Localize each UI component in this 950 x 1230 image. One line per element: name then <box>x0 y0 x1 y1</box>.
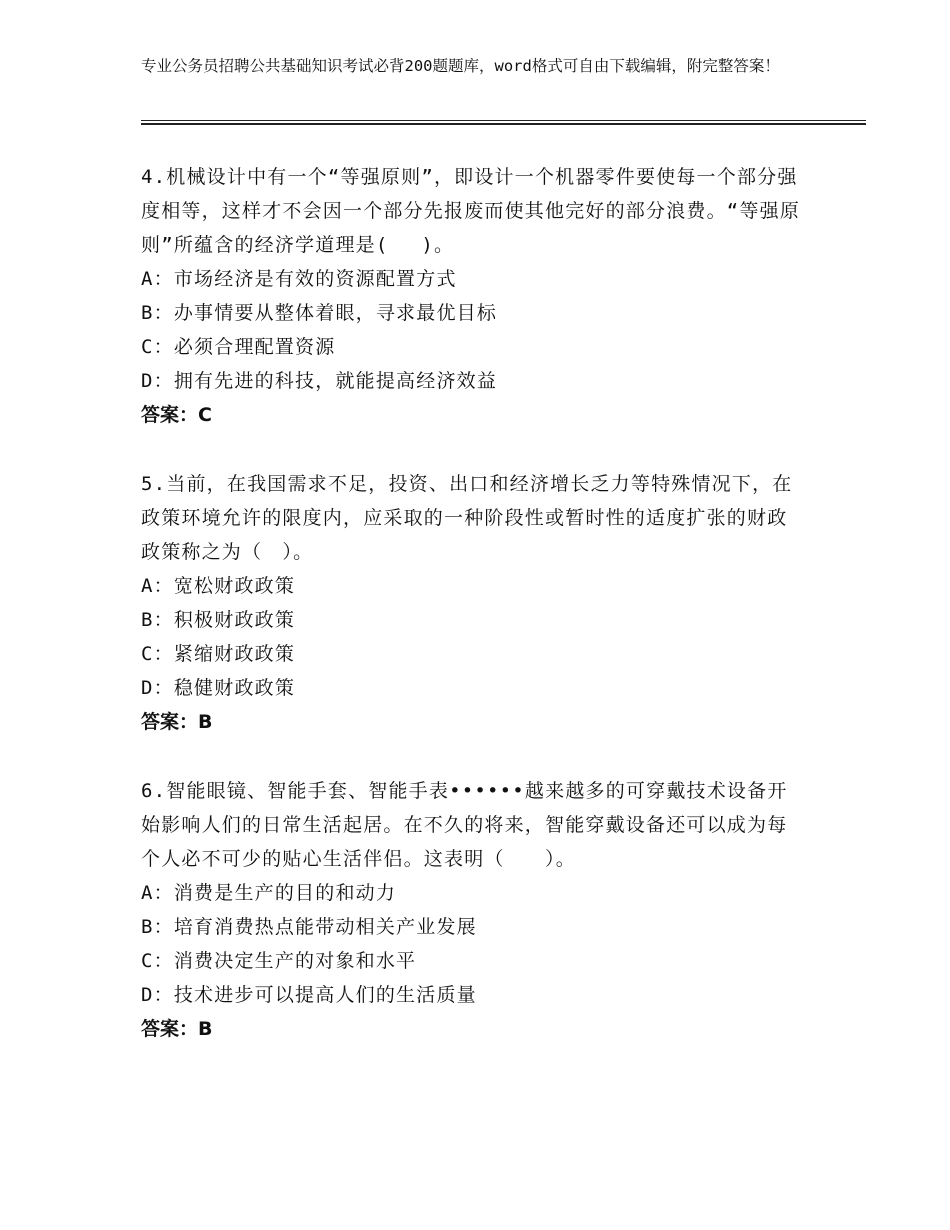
question-block <box>141 774 801 1046</box>
option-a: A：消费是生产的目的和动力 <box>141 882 397 904</box>
option-b: B：培育消费热点能带动相关产业发展 <box>141 916 477 938</box>
option-a: A：宽松财政政策 <box>141 575 296 597</box>
option-d: D：稳健财政政策 <box>141 677 296 699</box>
page-header <box>141 55 871 78</box>
header-divider <box>141 120 866 126</box>
option-c: C：必须合理配置资源 <box>141 336 336 358</box>
question-block <box>141 467 801 739</box>
option-b: B：办事情要从整体着眼，寻求最优目标 <box>141 302 498 324</box>
option-d: D：技术进步可以提高人们的生活质量 <box>141 984 477 1006</box>
header-title: 专业公务员招聘公共基础知识考试必背200题题库，word格式可自由下载编辑，附完整答案！ <box>141 57 780 75</box>
option-c: C：消费决定生产的对象和水平 <box>141 950 417 972</box>
answer: 答案：B <box>141 711 213 733</box>
option-b: B：积极财政政策 <box>141 609 296 631</box>
question-block <box>141 160 801 432</box>
option-a: A：市场经济是有效的资源配置方式 <box>141 268 457 290</box>
question-text: 4.机械设计中有一个“等强原则”，即设计一个机器零件要使每一个部分强度相等，这样才不会因一个部分先报废而使其他完好的部分浪费。“等强原则”所蕴含的经济学道理是( )。 <box>141 166 801 256</box>
option-c: C：紧缩财政政策 <box>141 643 296 665</box>
answer: 答案：B <box>141 1018 213 1040</box>
question-text: 5.当前，在我国需求不足，投资、出口和经济增长乏力等特殊情况下，在政策环境允许的限度内，应采取的一种阶段性或暂时性的适度扩张的财政政策称之为（ ）。 <box>141 473 793 563</box>
answer: 答案：C <box>141 404 212 426</box>
question-text: 6.智能眼镜、智能手套、智能手表••••••越来越多的可穿戴技术设备开始影响人们的日常生活起居。在不久的将来，智能穿戴设备还可以成为每个人必不可少的贴心生活伴侣。这表明（ ）。 <box>141 780 788 870</box>
option-d: D：拥有先进的科技，就能提高经济效益 <box>141 370 498 392</box>
